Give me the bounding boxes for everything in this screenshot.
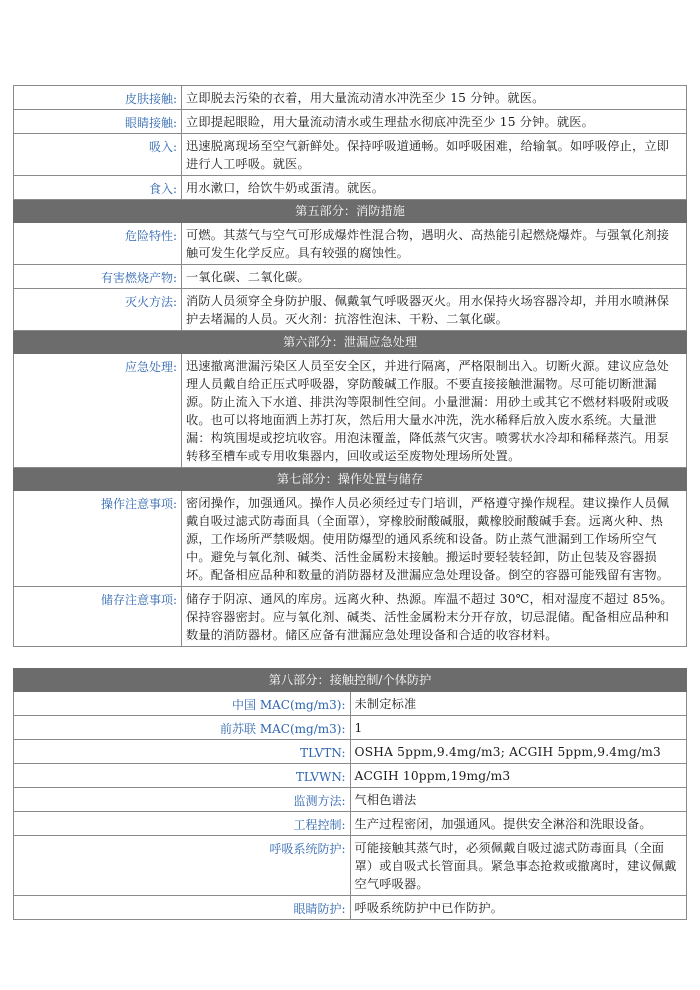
row-content: 可能接触其蒸气时，必须佩戴自吸过滤式防毒面具（全面罩）或自吸式长管面具。紧急事态抢救或撤离时，建议佩戴空气呼吸器。 [350,836,687,896]
row-label: TLVWN: [14,764,351,788]
row-label: 食入: [14,176,182,200]
table-row [14,110,687,134]
table-row [14,134,687,176]
table-row [14,716,687,740]
section-header-exposure-control: 第八部分：接触控制/个体防护 [14,669,687,692]
exposure-control-table [13,668,687,920]
table-row [14,788,687,812]
row-content: 呼吸系统防护中已作防护。 [350,896,687,920]
table-row [14,491,687,587]
row-label: 储存注意事项: [14,587,182,647]
row-content: 消防人员须穿全身防护服、佩戴氧气呼吸器灭火。用水保持火场容器冷却，并用水喷淋保护去堵漏的人员。灭火剂：抗溶性泡沫、干粉、二氧化碳。 [182,289,687,331]
row-label: 工程控制: [14,812,351,836]
row-content: 未制定标准 [350,692,687,716]
table-row [14,764,687,788]
table-row [14,354,687,468]
row-content: 密闭操作，加强通风。操作人员必须经过专门培训，严格遵守操作规程。建议操作人员佩戴自吸过滤式防毒面具（全面罩），穿橡胶耐酸碱服，戴橡胶耐酸碱手套。远离火种、热源，工作场所严禁吸烟。使用防爆型的通风系统和设备。防止蒸气泄漏到工作场所空气中。避免与氧化剂、碱类、活性金属粉末接触。搬运时要轻装轻卸，防止包装及容器损坏。配备相应品种和数量的消防器材及泄漏应急处理设备。倒空的容器可能残留有害物。 [182,491,687,587]
table-row [14,289,687,331]
row-content: 储存于阴凉、通风的库房。远离火种、热源。库温不超过 30℃，相对湿度不超过 85%。保持容器密封。应与氧化剂、碱类、活性金属粉末分开存放，切忌混储。配备相应品种和数量的消防器材。储区应备有泄漏应急处理设备和合适的收容材料。 [182,587,687,647]
row-label: 眼睛接触: [14,110,182,134]
row-label: 操作注意事项: [14,491,182,587]
row-label: 灭火方法: [14,289,182,331]
section-header-row [14,468,687,491]
row-content: 立即提起眼睑，用大量流动清水或生理盐水彻底冲洗至少 15 分钟。就医。 [182,110,687,134]
row-label: 危险特性: [14,223,182,265]
section-header-row [14,200,687,223]
row-content: 一氧化碳、二氧化碳。 [182,265,687,289]
row-label: 监测方法: [14,788,351,812]
section-header-row [14,669,687,692]
row-content: ACGIH 10ppm,19mg/m3 [350,764,687,788]
section-header-handling-storage: 第七部分：操作处置与储存 [14,468,687,491]
row-content: 气相色谱法 [350,788,687,812]
row-content: OSHA 5ppm,9.4mg/m3; ACGIH 5ppm,9.4mg/m3 [350,740,687,764]
table-row [14,223,687,265]
row-content: 1 [350,716,687,740]
row-content: 可燃。其蒸气与空气可形成爆炸性混合物，遇明火、高热能引起燃烧爆炸。与强氧化剂接触可发生化学反应。具有较强的腐蚀性。 [182,223,687,265]
section-header-fire-fighting: 第五部分：消防措施 [14,200,687,223]
section-header-row [14,331,687,354]
row-content: 迅速撤离泄漏污染区人员至安全区，并进行隔离，严格限制出入。切断火源。建议应急处理人员戴自给正压式呼吸器，穿防酸碱工作服。不要直接接触泄漏物。尽可能切断泄漏源。防止流入下水道、排洪沟等限制性空间。小量泄漏：用砂土或其它不燃材料吸附或吸收。也可以将地面洒上苏打灰，然后用大量水冲洗，洗水稀释后放入废水系统。大量泄漏：构筑围堤或挖坑收容。用泡沫覆盖，降低蒸气灾害。喷雾状水冷却和稀释蒸汽。用泵转移至槽车或专用收集器内，回收或运至废物处理场所处置。 [182,354,687,468]
row-label: 中国 MAC(mg/m3): [14,692,351,716]
row-content: 迅速脱离现场至空气新鲜处。保持呼吸道通畅。如呼吸困难，给输氧。如呼吸停止，立即进行人工呼吸。就医。 [182,134,687,176]
table-row [14,587,687,647]
row-label: 吸入: [14,134,182,176]
table-row [14,740,687,764]
row-label: 有害燃烧产物: [14,265,182,289]
table-row [14,86,687,110]
table-row [14,265,687,289]
table-row [14,812,687,836]
table-row [14,896,687,920]
table-row [14,692,687,716]
row-label: TLVTN: [14,740,351,764]
row-label: 呼吸系统防护: [14,836,351,896]
table-row [14,176,687,200]
row-label: 应急处理: [14,354,182,468]
table-row [14,836,687,896]
first-aid-fire-spill-handling-table [13,85,687,647]
section-header-spill-response: 第六部分：泄漏应急处理 [14,331,687,354]
row-content: 用水漱口，给饮牛奶或蛋清。就医。 [182,176,687,200]
row-label: 眼睛防护: [14,896,351,920]
row-label: 前苏联 MAC(mg/m3): [14,716,351,740]
row-label: 皮肤接触: [14,86,182,110]
row-content: 立即脱去污染的衣着，用大量流动清水冲洗至少 15 分钟。就医。 [182,86,687,110]
row-content: 生产过程密闭，加强通风。提供安全淋浴和洗眼设备。 [350,812,687,836]
